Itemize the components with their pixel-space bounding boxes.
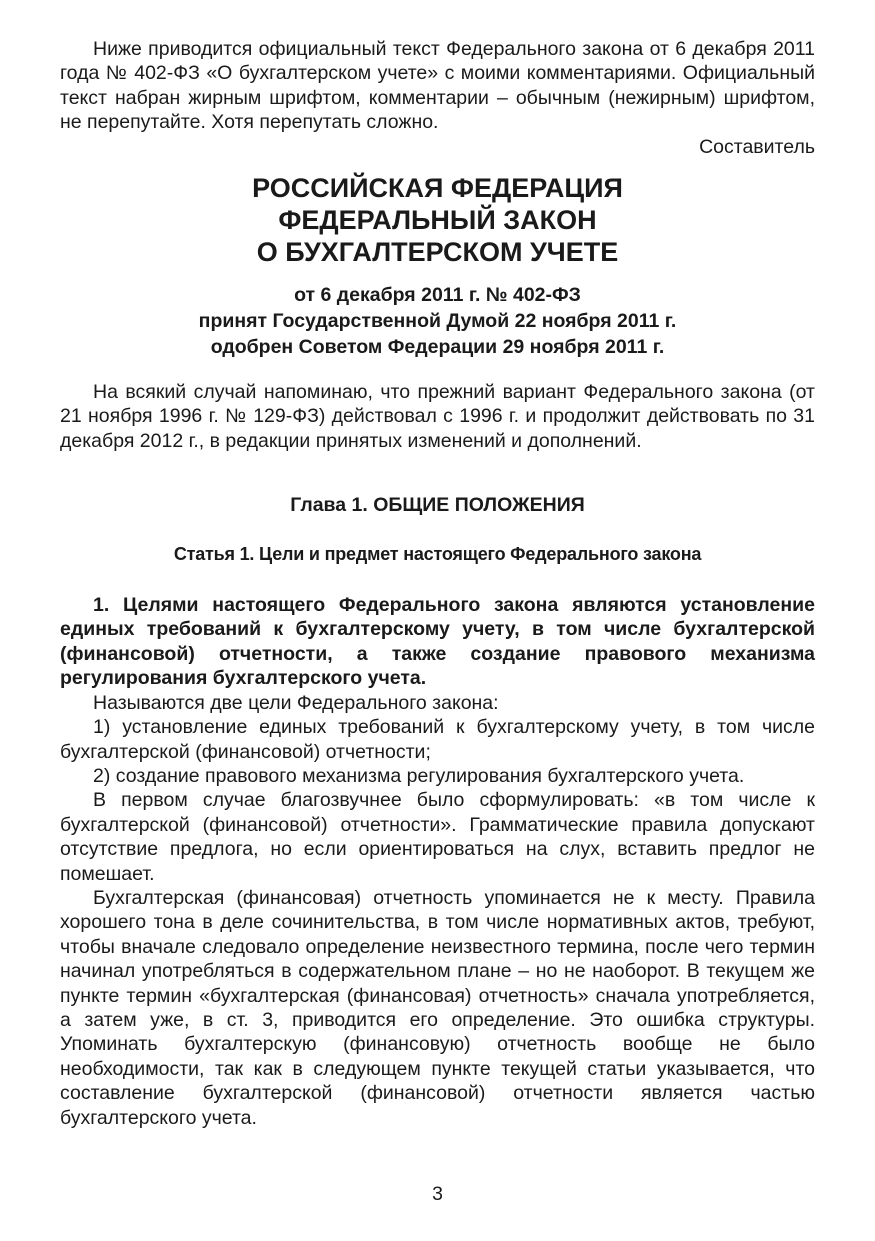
intro-signature: Составитель: [699, 135, 815, 158]
law-text-paragraph: 1. Целями настоящего Федерального закона являются установление единых требований к бухгалтерскому учету, в том числе бухгалтерской (финансовой) отчетности, а также создание правового механизма регулирования бухгалтерского учета.: [60, 594, 815, 690]
chapter-heading: Глава 1. ОБЩИЕ ПОЛОЖЕНИЯ: [290, 494, 585, 517]
reminder-paragraph: На всякий случай напоминаю, что прежний вариант Федерального закона (от 21 ноября 1996 г. № 129-ФЗ) действовал с 1996 г. и продолжит действовать по 31 декабря 2012 г., в редакции принятых изменений и дополнений.: [60, 381, 815, 452]
article-heading: Статья 1. Цели и предмет настоящего Федерального закона: [173, 543, 702, 564]
title-line-2: ФЕДЕРАЛЬНЫЙ ЗАКОН: [278, 205, 597, 236]
intro-paragraph: Ниже приводится официальный текст Федерального закона от 6 декабря 2011 года № 402-ФЗ «О бухгалтерском учете» с моими комментариями. Официальный текст набран жирным шрифтом, комментарии – обычным (нежирным) шрифтом, не перепутайте. Хотя перепутать сложно.: [60, 38, 815, 134]
comment-paragraph: 2) создание правового механизма регулирования бухгалтерского учета.: [93, 764, 745, 787]
page-number: 3: [432, 1183, 443, 1205]
law-date: от 6 декабря 2011 г. № 402-ФЗ: [294, 284, 581, 307]
law-header: [60, 172, 815, 360]
law-adopted: принят Государственной Думой 22 ноября 2011 г.: [198, 310, 677, 333]
title-line-3: О БУХГАЛТЕРСКОМ УЧЕТЕ: [256, 237, 619, 268]
comment-paragraph: 1) установление единых требований к бухгалтерскому учету, в том числе бухгалтерской (финансовой) отчетности;: [60, 716, 815, 763]
comment-paragraph: В первом случае благозвучнее было сформулировать: «в том числе к бухгалтерской (финансовой) отчетности». Грамматические правила допускают отсутствие предлога, но если ориентироваться на слух, вставить предлог не помешает.: [60, 789, 815, 885]
document-page: [60, 37, 815, 1130]
comment-paragraph: Бухгалтерская (финансовая) отчетность упоминается не к месту. Правила хорошего тона в деле сочинительства, в том числе нормативных актов, требуют, чтобы вначале следовало определение неизвестного термина, после чего термин начинал употребляться в содержательном плане – но не наоборот. В текущем же пункте термин «бухгалтерская (финансовая) отчетность» сначала употребляется, а затем уже, в ст. 3, приводится его определение. Это ошибка структуры. Упоминать бухгалтерскую (финансовую) отчетность вообще не было необходимости, так как в следующем пункте текущей статьи указывается, что составление бухгалтерской (финансовой) отчетности является частью бухгалтерского учета.: [60, 886, 815, 1129]
title-line-1: РОССИЙСКАЯ ФЕДЕРАЦИЯ: [252, 173, 623, 204]
law-approved: одобрен Советом Федерации 29 ноября 2011 г.: [210, 336, 665, 359]
comment-paragraph: Называются две цели Федерального закона:: [93, 691, 499, 714]
